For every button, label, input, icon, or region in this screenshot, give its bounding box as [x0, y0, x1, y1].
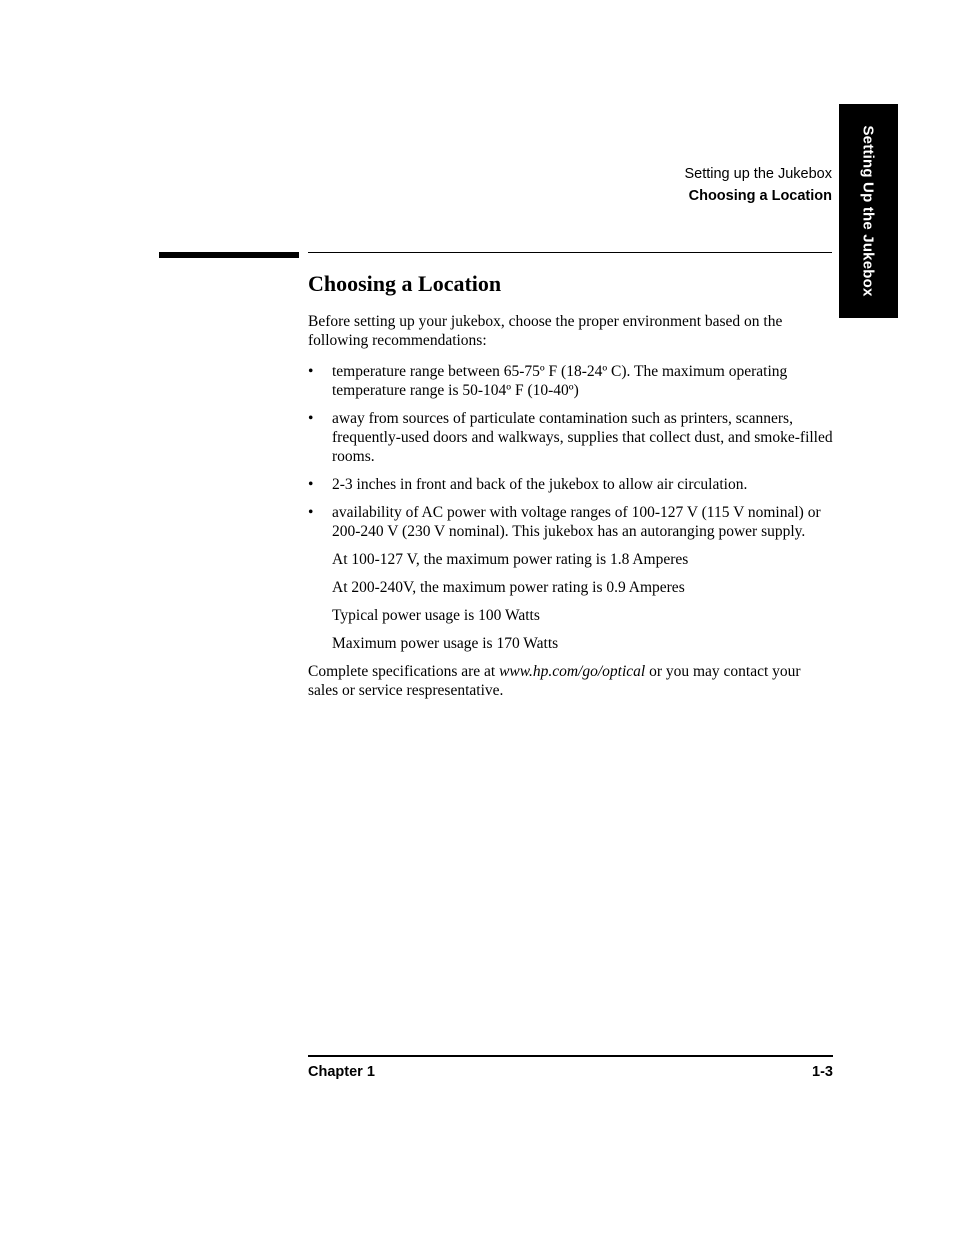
- side-tab-label: Setting Up the Jukebox: [859, 125, 877, 297]
- list-item-text: availability of AC power with voltage ranges of 100-127 V (115 V nominal) or 200-240 V (230 V nominal). This jukebox has an autoranging power supply.: [332, 504, 821, 540]
- power-note: Maximum power usage is 170 Watts: [332, 635, 559, 652]
- footer-page-number: 1-3: [812, 1064, 833, 1080]
- section-title: Choosing a Location: [308, 271, 502, 296]
- section-body: [308, 270, 834, 700]
- specifications-paragraph: [308, 662, 834, 700]
- spec-text-after-url: or you may contact your sales or service respresentative.: [308, 663, 801, 699]
- bullet-mark: •: [308, 363, 314, 380]
- side-chapter-tab: [839, 104, 898, 318]
- power-note: At 200-240V, the maximum power rating is 0.9 Amperes: [332, 579, 685, 596]
- section-marker-rule: [159, 252, 299, 258]
- power-note: Typical power usage is 100 Watts: [332, 607, 540, 624]
- footer-chapter: Chapter 1: [308, 1064, 375, 1080]
- list-item: [308, 409, 834, 466]
- list-item-text: 2-3 inches in front and back of the jukebox to allow air circulation.: [332, 476, 748, 493]
- bullet-mark: •: [308, 410, 314, 427]
- intro-paragraph: Before setting up your jukebox, choose the proper environment based on the following recommendations:: [308, 313, 783, 349]
- bullet-mark: •: [308, 504, 314, 521]
- list-item-text: away from sources of particulate contamination such as printers, scanners, frequently-used doors and walkways, supplies that collect dust, and smoke-filled rooms.: [332, 410, 833, 465]
- spec-url-link[interactable]: www.hp.com/go/optical: [499, 663, 646, 680]
- list-item-text: temperature range between 65-75º F (18-24º C). The maximum operating temperature range is 50-104º F (10-40º): [332, 363, 788, 399]
- section-top-rule: [308, 252, 832, 253]
- spec-text-before-url: Complete specifications are at: [308, 663, 500, 680]
- running-head-chapter: Setting up the Jukebox: [684, 166, 832, 182]
- power-note: At 100-127 V, the maximum power rating is 1.8 Amperes: [332, 551, 689, 568]
- recommendation-list: [308, 362, 834, 541]
- footer-rule: [308, 1055, 833, 1057]
- running-head-section: Choosing a Location: [688, 188, 832, 204]
- list-item: [308, 362, 834, 400]
- list-item: [308, 503, 834, 541]
- bullet-mark: •: [308, 476, 314, 493]
- list-item: [308, 475, 834, 494]
